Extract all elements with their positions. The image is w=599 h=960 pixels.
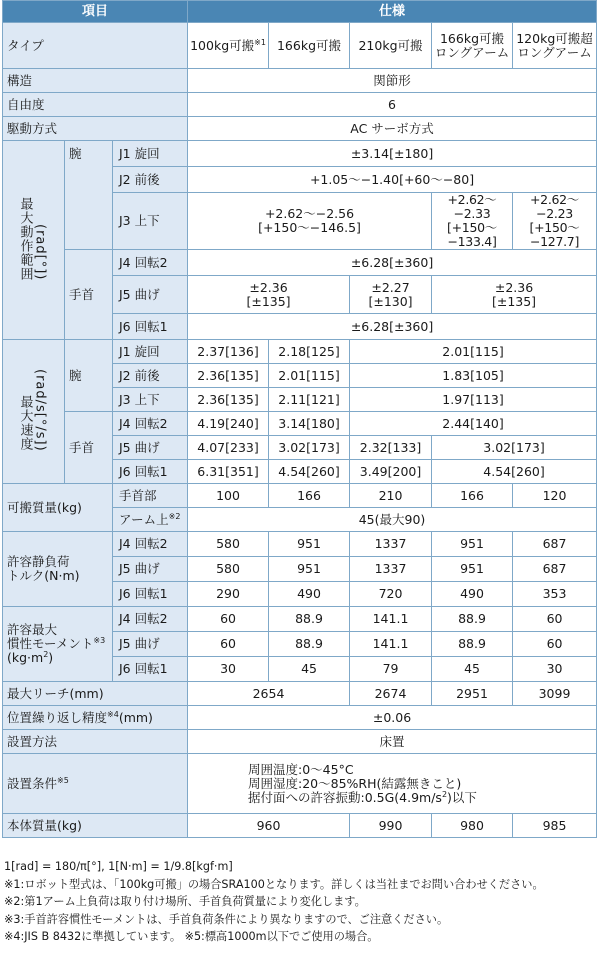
range-arm-label: 腕: [65, 141, 113, 250]
footnotes: [4, 858, 596, 946]
install-method-label: 設置方法: [3, 730, 188, 754]
torque-j5-v5: 687: [513, 557, 597, 582]
speed-j4-v2: 3.14[180]: [269, 412, 350, 436]
torque-j5-v1: 580: [188, 557, 269, 582]
max-speed-unit: (rad/s[°/s]): [32, 368, 48, 452]
speed-j4-v3: 2.44[140]: [350, 412, 597, 436]
inertia-j4-v2: 88.9: [269, 607, 350, 632]
install-cond-row: [3, 754, 597, 814]
range-j3-value-1: +2.62〜−2.56 [+150〜−146.5]: [188, 193, 432, 250]
payload-arm-value: 45(最大90): [188, 508, 597, 532]
note-2: ※2:第1アーム上負荷は取り付け場所、手首負荷質量により変化します。: [4, 895, 366, 908]
speed-j6-v1: 6.31[351]: [188, 460, 269, 484]
type-166kg: 166kg可搬: [269, 23, 350, 69]
note-3: ※3:手首許容慣性モーメントは、手首負荷条件により異なりますので、ご注意ください。: [4, 912, 449, 926]
payload-wrist-v1: 100: [188, 484, 269, 508]
spec-table: [2, 0, 597, 838]
speed-j5-label: J5 曲げ: [113, 436, 188, 460]
repeatability-row: [3, 706, 597, 730]
range-j5-value-1: ±2.36 [±135]: [188, 276, 350, 314]
note-1: ※1:ロボット型式は、「100kg可搬」の場合SRA100となります。詳しくは当社までお問い合わせください。: [4, 877, 544, 891]
drive-row: [3, 117, 597, 141]
speed-j3-label: J3 上下: [113, 388, 188, 412]
range-j3-label: J3 上下: [113, 193, 188, 250]
payload-arm-label: アーム上$^{※2}$: [113, 508, 188, 532]
torque-j4-v4: 951: [432, 532, 513, 557]
inertia-j5-v3: 141.1: [350, 632, 432, 657]
speed-j6-label: J6 回転1: [113, 460, 188, 484]
type-166kg-long: 166kg可搬 ロングアーム: [432, 23, 513, 69]
inertia-j4-v1: 60: [188, 607, 269, 632]
range-j2-value: +1.05〜−1.40[+60〜−80]: [188, 167, 597, 193]
inertia-j4-row: [3, 607, 597, 632]
motion-range-unit: (rad[°]): [32, 224, 48, 281]
speed-j1-v2: 2.18[125]: [269, 340, 350, 364]
install-cond-value: [188, 754, 597, 814]
inertia-j5-v5: 60: [513, 632, 597, 657]
speed-j1-v1: 2.37[136]: [188, 340, 269, 364]
type-120kg-long: 120kg可搬超 ロングアーム: [513, 23, 597, 69]
speed-j2-v1: 2.36[135]: [188, 364, 269, 388]
motion-range-label: [3, 141, 65, 340]
reach-v3: 2951: [432, 682, 513, 706]
torque-j6-v2: 490: [269, 582, 350, 607]
range-j5-label: J5 曲げ: [113, 276, 188, 314]
inertia-j6-v1: 30: [188, 657, 269, 682]
dof-row: [3, 93, 597, 117]
structure-label: 構造: [3, 69, 188, 93]
speed-j6-v2: 4.54[260]: [269, 460, 350, 484]
motion-range-title: 最大動作範囲: [17, 196, 33, 281]
inertia-j5-v4: 88.9: [432, 632, 513, 657]
install-cond-label: 設置条件$^{※5}$: [3, 754, 188, 814]
header-item: 項目: [3, 1, 188, 23]
type-210kg: 210kg可搬: [350, 23, 432, 69]
speed-j2-v2: 2.01[115]: [269, 364, 350, 388]
range-j4-row: [3, 250, 597, 276]
range-j2-label: J2 前後: [113, 167, 188, 193]
torque-j6-v4: 490: [432, 582, 513, 607]
install-method-row: [3, 730, 597, 754]
header-row: [3, 1, 597, 23]
payload-wrist-v3: 210: [350, 484, 432, 508]
range-j4-label: J4 回転2: [113, 250, 188, 276]
inertia-j4-v4: 88.9: [432, 607, 513, 632]
range-j5-value-3: ±2.36 [±135]: [432, 276, 597, 314]
payload-wrist-label: 手首部: [113, 484, 188, 508]
range-j1-label: J1 旋回: [113, 141, 188, 167]
range-j6-label: J6 回転1: [113, 314, 188, 340]
speed-j3-v3: 1.97[113]: [350, 388, 597, 412]
drive-label: 駆動方式: [3, 117, 188, 141]
mass-v1: 960: [188, 814, 350, 838]
speed-j1-v3: 2.01[115]: [350, 340, 597, 364]
torque-j4-label: J4 回転2: [113, 532, 188, 557]
speed-j1-row: [3, 340, 597, 364]
inertia-label: 許容最大 慣性モーメント$^{※3}$ $(kg\cdot m^2)$: [3, 607, 113, 682]
torque-label: 許容静負荷 トルク(N·m): [3, 532, 113, 607]
range-j4-value: ±6.28[±360]: [188, 250, 597, 276]
structure-row: [3, 69, 597, 93]
torque-j4-v2: 951: [269, 532, 350, 557]
type-label: タイプ: [3, 23, 188, 69]
max-speed-title: 最大速度: [17, 395, 33, 452]
mass-v3: 980: [432, 814, 513, 838]
repeatability-label: 位置繰り返し精度$^{※4}$(mm): [3, 706, 188, 730]
speed-j2-label: J2 前後: [113, 364, 188, 388]
speed-j5-v2: 3.02[173]: [269, 436, 350, 460]
inertia-j5-v1: 60: [188, 632, 269, 657]
torque-j6-label: J6 回転1: [113, 582, 188, 607]
structure-value: 関節形: [188, 69, 597, 93]
torque-j5-v2: 951: [269, 557, 350, 582]
payload-label: 可搬質量(kg): [3, 484, 113, 532]
header-spec: 仕様: [188, 1, 597, 23]
reach-label: 最大リーチ(mm): [3, 682, 188, 706]
note-4-5: ※4:JIS B 8432に準拠しています。 ※5:標高1000m以下でご使用の場合。: [4, 930, 379, 943]
payload-wrist-v4: 166: [432, 484, 513, 508]
inertia-j6-v4: 45: [432, 657, 513, 682]
speed-arm-label: 腕: [65, 340, 113, 412]
range-j6-value: ±6.28[±360]: [188, 314, 597, 340]
inertia-j4-v5: 60: [513, 607, 597, 632]
install-cond-line-3: 据付面への許容振動$:0.5G(4.9m/s^2)$以下: [248, 789, 477, 805]
torque-j6-v1: 290: [188, 582, 269, 607]
dof-label: 自由度: [3, 93, 188, 117]
reach-row: [3, 682, 597, 706]
speed-j2-v3: 1.83[105]: [350, 364, 597, 388]
speed-j5-v4: 3.02[173]: [432, 436, 597, 460]
range-wrist-label: 手首: [65, 250, 113, 340]
max-speed-label: [3, 340, 65, 484]
speed-j4-v1: 4.19[240]: [188, 412, 269, 436]
torque-j6-v5: 353: [513, 582, 597, 607]
inertia-j6-v3: 79: [350, 657, 432, 682]
speed-j3-v2: 2.11[121]: [269, 388, 350, 412]
install-cond-line-2: 周囲湿度:20〜85%RH(結露無きこと): [248, 775, 462, 791]
mass-v4: 985: [513, 814, 597, 838]
torque-j4-row: [3, 532, 597, 557]
speed-j6-v4: 4.54[260]: [432, 460, 597, 484]
inertia-j6-v2: 45: [269, 657, 350, 682]
speed-j4-row: [3, 412, 597, 436]
dof-value: 6: [188, 93, 597, 117]
mass-row: [3, 814, 597, 838]
speed-j6-v3: 3.49[200]: [350, 460, 432, 484]
speed-j5-v3: 2.32[133]: [350, 436, 432, 460]
payload-wrist-row: [3, 484, 597, 508]
torque-j4-v1: 580: [188, 532, 269, 557]
drive-value: AC サーボ方式: [188, 117, 597, 141]
range-j5-value-2: ±2.27 [±130]: [350, 276, 432, 314]
inertia-j5-v2: 88.9: [269, 632, 350, 657]
mass-v2: 990: [350, 814, 432, 838]
type-100kg: 100kg可搬$^{※1}$: [188, 23, 269, 69]
range-j3-value-2: +2.62〜−2.33 [+150〜−133.4]: [432, 193, 513, 250]
torque-j5-v4: 951: [432, 557, 513, 582]
torque-j5-v3: 1337: [350, 557, 432, 582]
range-j1-value: ±3.14[±180]: [188, 141, 597, 167]
payload-wrist-v2: 166: [269, 484, 350, 508]
reach-v4: 3099: [513, 682, 597, 706]
reach-v2: 2674: [350, 682, 432, 706]
inertia-j6-v5: 30: [513, 657, 597, 682]
torque-j4-v3: 1337: [350, 532, 432, 557]
install-method-value: 床置: [188, 730, 597, 754]
note-units: 1[rad] = 180/π[°], 1[N·m] = 1/9.8[kgf·m]: [4, 860, 233, 873]
inertia-j4-v3: 141.1: [350, 607, 432, 632]
inertia-j5-label: J5 曲げ: [113, 632, 188, 657]
repeatability-value: ±0.06: [188, 706, 597, 730]
speed-wrist-label: 手首: [65, 412, 113, 484]
install-cond-line-1: 周囲温度:0〜45°C: [248, 761, 354, 777]
type-row: [3, 23, 597, 69]
torque-j5-label: J5 曲げ: [113, 557, 188, 582]
torque-j6-v3: 720: [350, 582, 432, 607]
range-j1-row: [3, 141, 597, 167]
inertia-j4-label: J4 回転2: [113, 607, 188, 632]
mass-label: 本体質量(kg): [3, 814, 188, 838]
range-j3-value-3: +2.62〜−2.23 [+150〜−127.7]: [513, 193, 597, 250]
speed-j1-label: J1 旋回: [113, 340, 188, 364]
speed-j3-v1: 2.36[135]: [188, 388, 269, 412]
inertia-j6-label: J6 回転1: [113, 657, 188, 682]
speed-j5-v1: 4.07[233]: [188, 436, 269, 460]
payload-wrist-v5: 120: [513, 484, 597, 508]
torque-j4-v5: 687: [513, 532, 597, 557]
speed-j4-label: J4 回転2: [113, 412, 188, 436]
reach-v1: 2654: [188, 682, 350, 706]
